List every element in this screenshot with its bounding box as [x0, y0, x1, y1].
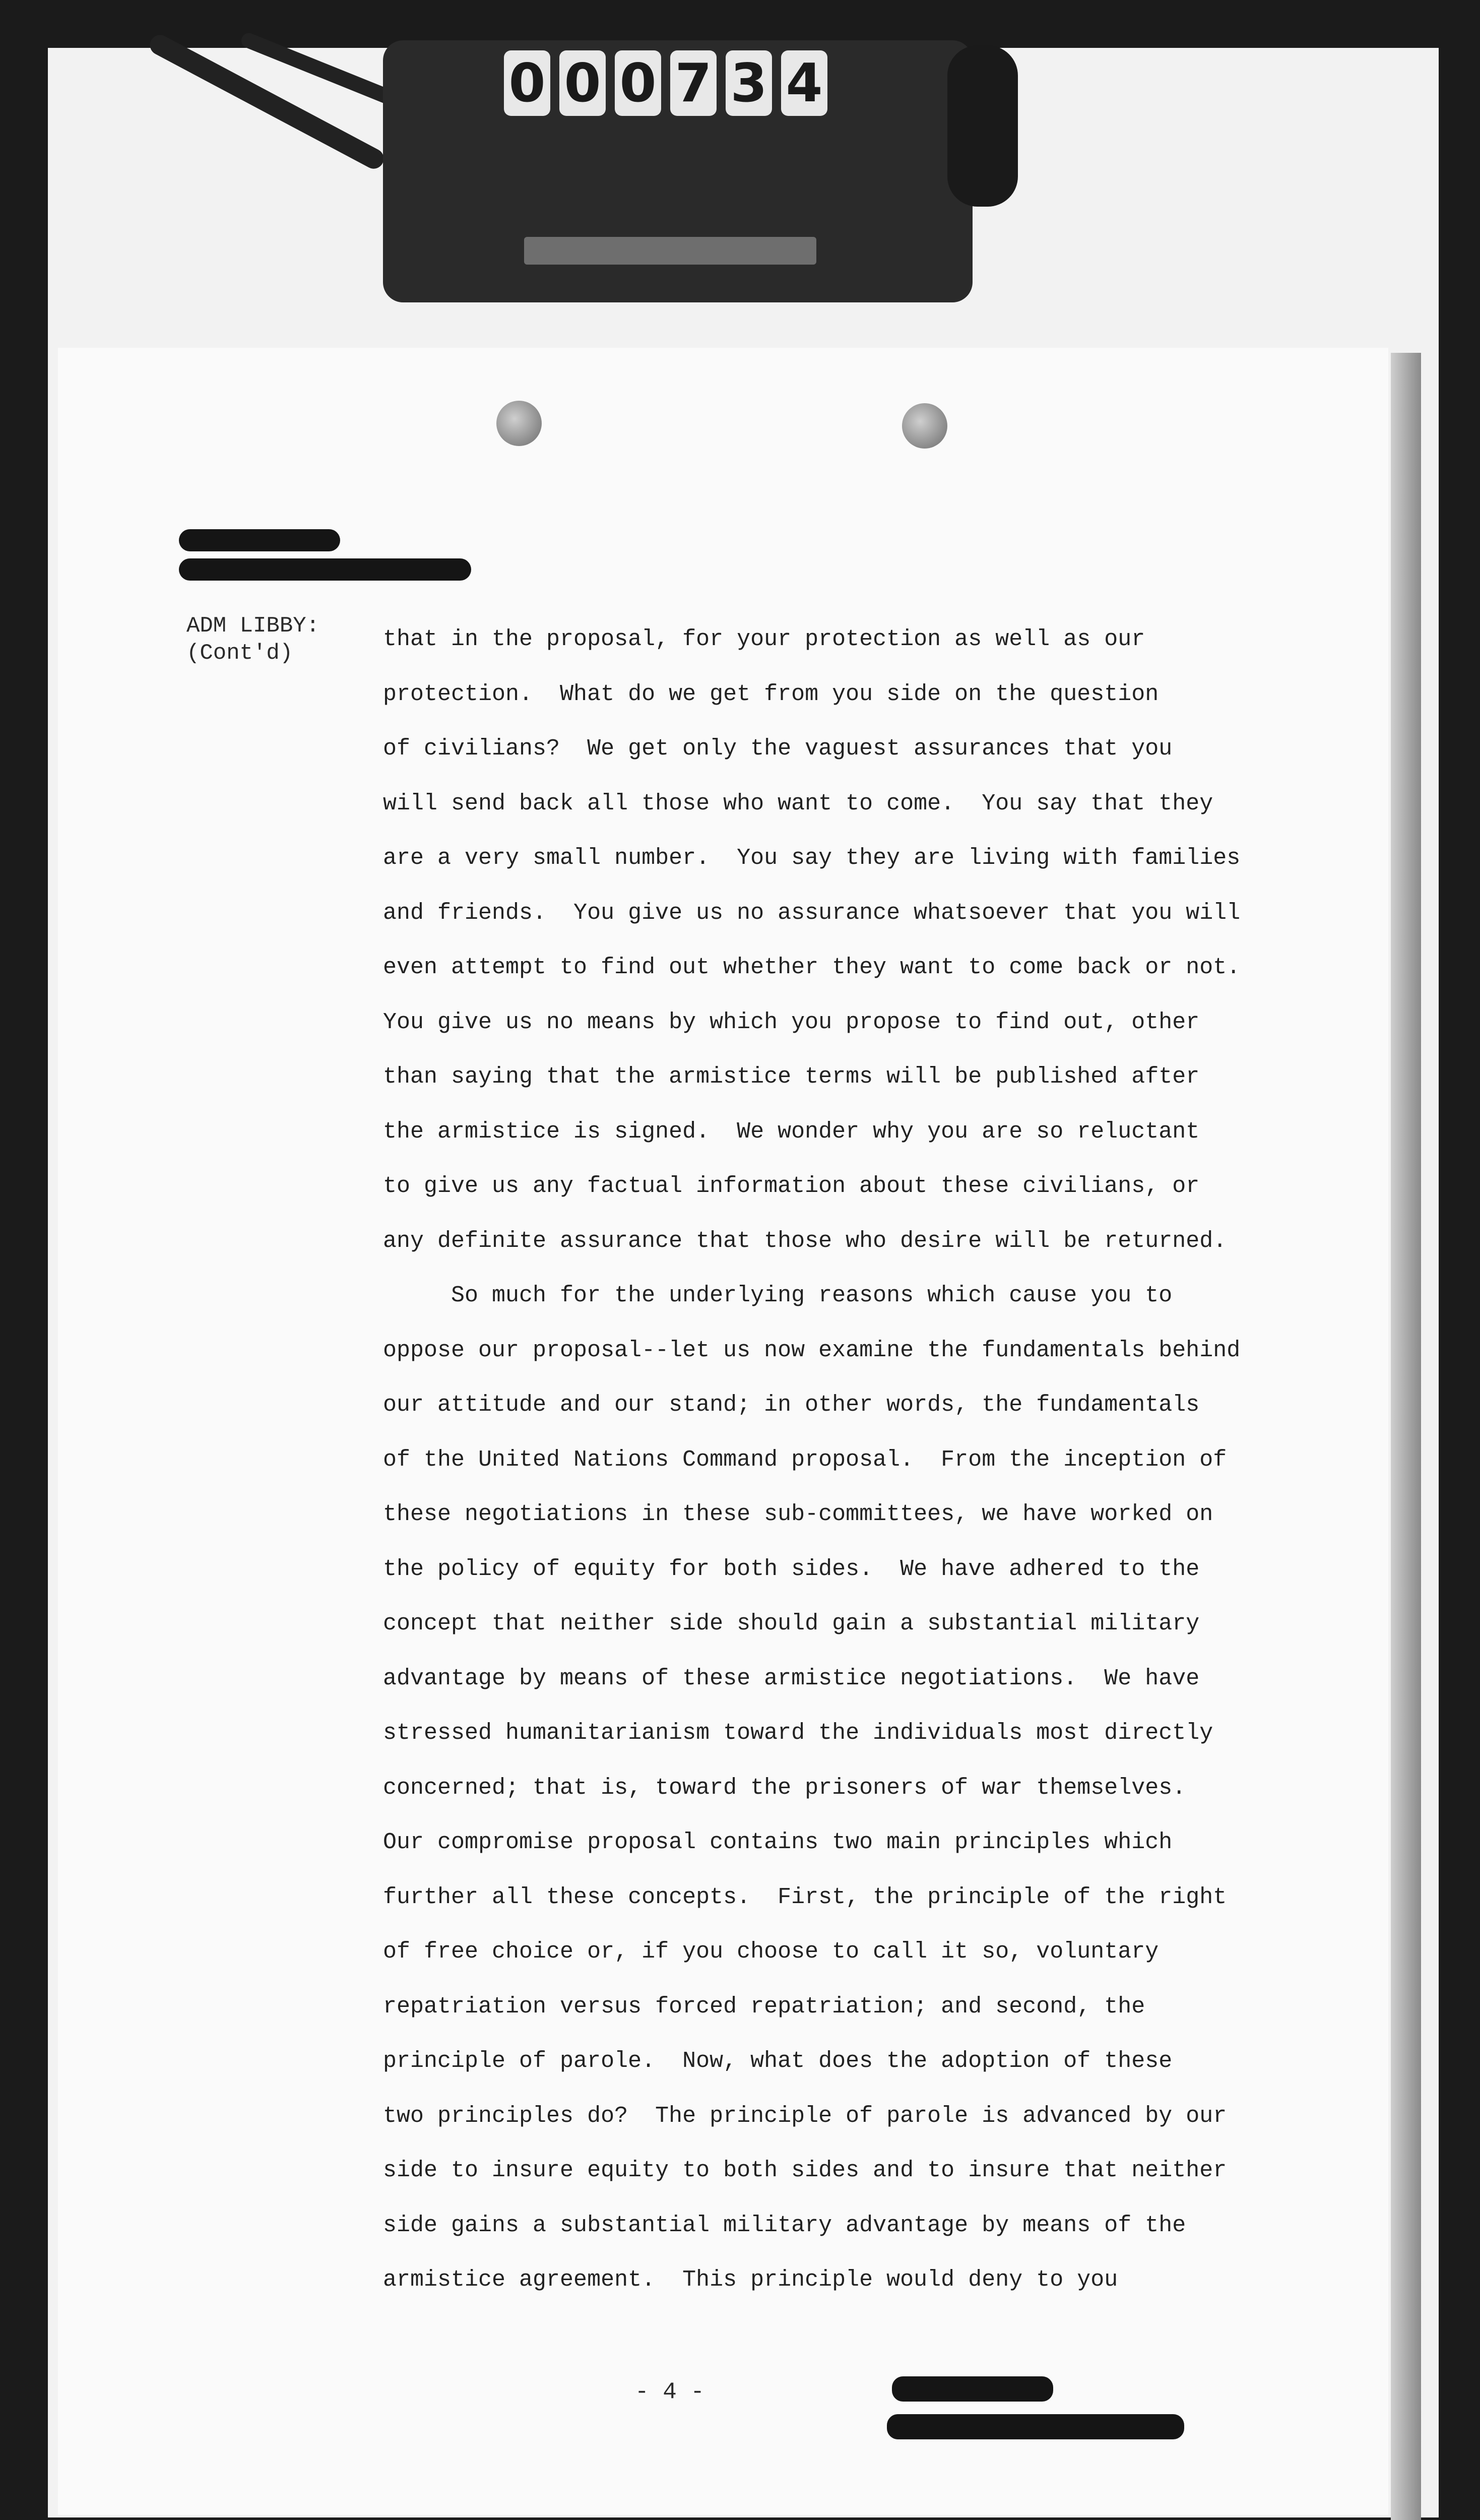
speaker-continued: (Cont'd)	[186, 641, 293, 666]
text-line: any definite assurance that those who desire will be returned.	[383, 1228, 1227, 1254]
page-number: - 4 -	[635, 2379, 705, 2405]
text-line: our attitude and our stand; in other words, the fundamentals	[383, 1392, 1200, 1418]
counter-digit: 7	[670, 50, 717, 116]
text-line: side to insure equity to both sides and to insure that neither	[383, 2158, 1227, 2183]
text-line: concept that neither side should gain a substantial military	[383, 1611, 1200, 1636]
text-line: further all these concepts. First, the principle of the right	[383, 1884, 1227, 1910]
text-line: Our compromise proposal contains two main principles which	[383, 1830, 1173, 1855]
text-line: protection. What do we get from you side on the question	[383, 681, 1159, 707]
text-line: the armistice is signed. We wonder why you are so reluctant	[383, 1118, 1200, 1145]
text-line: to give us any factual information about these civilians, or	[383, 1173, 1200, 1199]
text-line: principle of parole. Now, what does the adoption of these	[383, 2048, 1173, 2074]
text-line: You give us no means by which you propose to find out, other	[383, 1009, 1200, 1035]
text-line: stressed humanitarianism toward the individuals most directly	[383, 1720, 1213, 1746]
text-line: oppose our proposal--let us now examine the fundamentals behind	[383, 1337, 1241, 1363]
speaker-name: ADM LIBBY:	[186, 613, 320, 639]
text-line: armistice agreement. This principle would deny to you	[383, 2267, 1118, 2293]
text-line: will send back all those who want to come. You say that they	[383, 790, 1213, 816]
text-line: these negotiations in these sub-committees, we have worked on	[383, 1501, 1213, 1527]
frame-counter-digits	[504, 50, 827, 116]
text-line: So much for the underlying reasons which cause you to	[383, 1283, 1173, 1308]
text-line: of the United Nations Command proposal. From the inception of	[383, 1446, 1227, 1473]
counter-digit: 0	[615, 50, 661, 116]
redaction-bar	[179, 558, 471, 581]
text-line: two principles do? The principle of parole is advanced by our	[383, 2103, 1227, 2129]
punch-hole	[902, 403, 947, 449]
counter-knob	[947, 45, 1018, 207]
text-line: repatriation versus forced repatriation; and second, the	[383, 1993, 1145, 2020]
transcript-body	[383, 612, 1320, 2308]
counter-label-plate	[524, 237, 816, 265]
page-edge-shadow	[1391, 353, 1421, 2520]
text-line: side gains a substantial military advantage by means of the	[383, 2212, 1186, 2238]
text-line: that in the proposal, for your protection as well as our	[383, 626, 1145, 652]
text-line: of free choice or, if you choose to call it so, voluntary	[383, 1939, 1159, 1965]
counter-digit: 0	[504, 50, 550, 116]
punch-hole	[496, 401, 542, 446]
text-line: are a very small number. You say they are living with families	[383, 845, 1241, 871]
counter-digit: 4	[781, 50, 827, 116]
counter-digit: 3	[726, 50, 772, 116]
counter-digit: 0	[559, 50, 606, 116]
redaction-bar	[887, 2414, 1184, 2439]
text-line: even attempt to find out whether they want to come back or not.	[383, 955, 1241, 980]
redaction-bar	[892, 2376, 1053, 2402]
text-line: of civilians? We get only the vaguest assurances that you	[383, 736, 1173, 762]
text-line: than saying that the armistice terms will be published after	[383, 1064, 1200, 1090]
text-line: concerned; that is, toward the prisoners of war themselves.	[383, 1775, 1186, 1801]
text-line: the policy of equity for both sides. We have adhered to the	[383, 1556, 1200, 1582]
redaction-bar	[179, 529, 340, 551]
text-line: and friends. You give us no assurance whatsoever that you will	[383, 900, 1241, 926]
speaker-label	[186, 612, 319, 667]
text-line: advantage by means of these armistice negotiations. We have	[383, 1665, 1200, 1691]
